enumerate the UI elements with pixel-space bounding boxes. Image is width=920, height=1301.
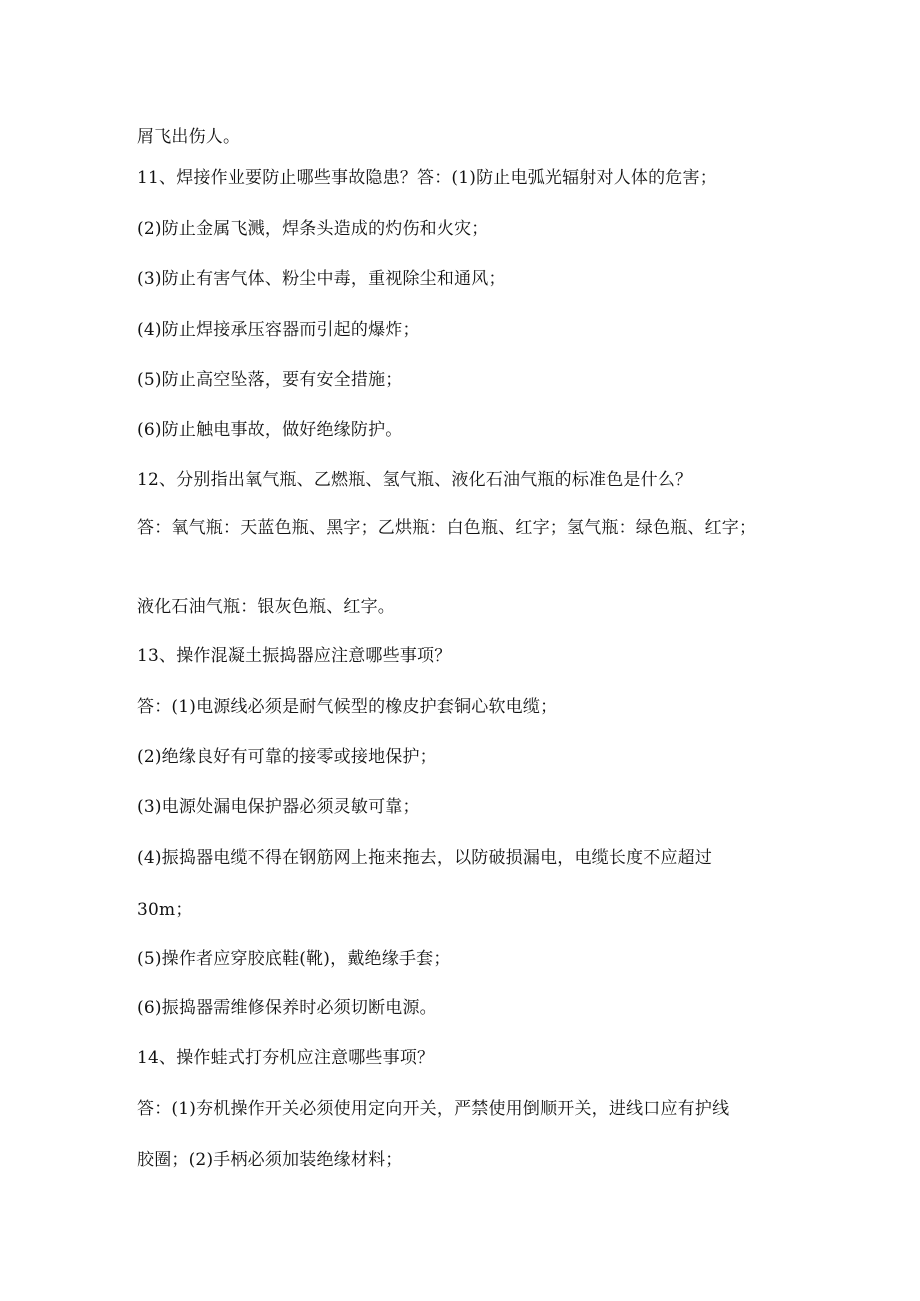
text-line: (5)操作者应穿胶底鞋(靴)，戴绝缘手套；: [137, 949, 451, 969]
answer-14: 答：(1)夯机操作开关必须使用定向开关，严禁使用倒顺开关，进线口应有护线: [137, 1099, 730, 1119]
answer-13: 答：(1)电源线必须是耐气候型的橡皮护套铜心软电缆；: [137, 697, 558, 717]
text-line: 胶圈；(2)手柄必须加装绝缘材料；: [137, 1150, 403, 1170]
text-line: (6)防止触电事故，做好绝缘防护。: [137, 420, 403, 440]
question-13: 13、操作混凝土振捣器应注意哪些事项？: [137, 646, 452, 666]
text-line: 屑飞出伤人。: [137, 127, 241, 147]
text-line: (6)振捣器需维修保养时必须切断电源。: [137, 998, 437, 1018]
question-12: 12、分别指出氧气瓶、乙燃瓶、氢气瓶、液化石油气瓶的标准色是什么？: [137, 470, 693, 490]
text-line: (3)电源处漏电保护器必须灵敏可靠；: [137, 797, 420, 817]
text-line: 30m；: [137, 900, 193, 920]
answer-12: 答：氧气瓶：天蓝色瓶、黑字；乙烘瓶：白色瓶、红字；氢气瓶：绿色瓶、红字；: [137, 518, 757, 538]
text-line: (3)防止有害气体、粉尘中毒，重视除尘和通风；: [137, 269, 506, 289]
text-line: (4)振捣器电缆不得在钢筋网上拖来拖去，以防破损漏电，电缆长度不应超过: [137, 848, 713, 868]
text-line: (5)防止高空坠落，要有安全措施；: [137, 370, 403, 390]
question-14: 14、操作蛙式打夯机应注意哪些事项？: [137, 1048, 435, 1068]
text-line: (2)绝缘良好有可靠的接零或接地保护；: [137, 747, 437, 767]
text-line: (4)防止焊接承压容器而引起的爆炸；: [137, 320, 420, 340]
question-11: 11、焊接作业要防止哪些事故隐患？答：(1)防止电弧光辐射对人体的危害；: [137, 168, 717, 188]
text-line: 液化石油气瓶：银灰色瓶、红字。: [137, 597, 395, 617]
text-line: (2)防止金属飞溅，焊条头造成的灼伤和火灾；: [137, 219, 489, 239]
